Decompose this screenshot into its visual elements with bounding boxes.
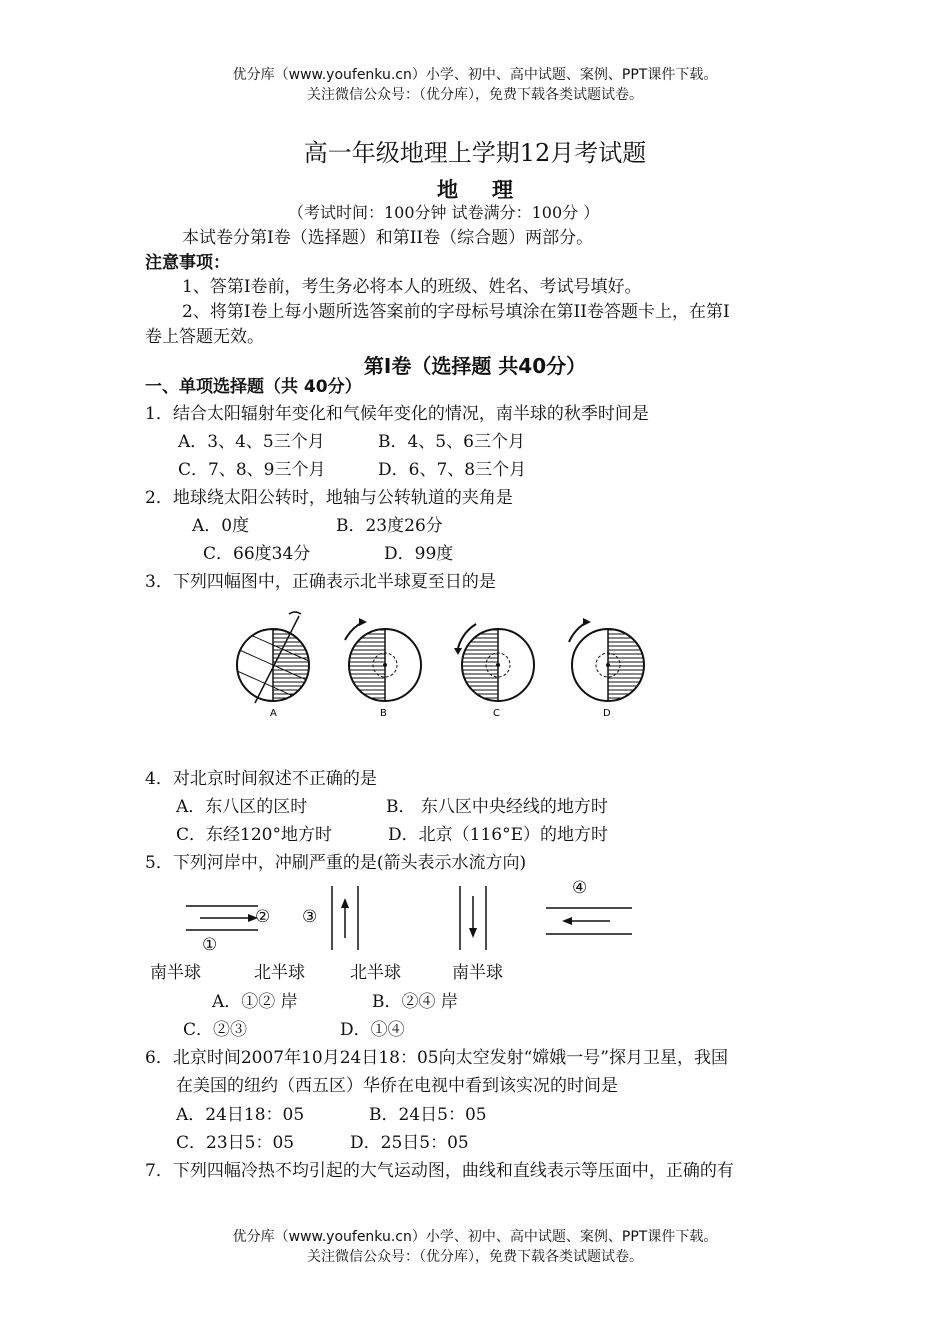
q1-stem: 1．结合太阳辐射年变化和气候年变化的情况，南半球的秋季时间是 — [145, 404, 649, 424]
q5-mark-2: ② — [255, 907, 271, 927]
q5-stem: 5．下列河岸中，冲刷严重的是(箭头表示水流方向) — [145, 853, 527, 873]
q6-option-a: A．24日18：05 — [176, 1105, 305, 1125]
q6-option-d: D．25日5：05 — [350, 1133, 469, 1153]
q6-option-c: C．23日5：05 — [176, 1133, 295, 1153]
q5-hemi-4: 南半球 — [452, 963, 503, 983]
q5-option-c: C．②③ — [183, 1020, 248, 1040]
q3-globe-a — [235, 612, 311, 704]
q3-label-c: C — [493, 708, 500, 719]
q4-option-c: C．东经120°地方时 — [176, 825, 332, 845]
q6-stem-2: 在美国的纽约（西五区）华侨在电视中看到该实况的时间是 — [176, 1076, 618, 1096]
q5-mark-3: ③ — [302, 907, 318, 927]
exam-title: 高一年级地理上学期12月考试题 — [303, 139, 647, 167]
q3-label-d: D — [603, 708, 611, 719]
q1-option-d: D．6、7、8三个月 — [378, 460, 527, 480]
q7-stem: 7．下列四幅冷热不均引起的大气运动图，曲线和直线表示等压面中，正确的有 — [145, 1161, 734, 1181]
exam-subject: 地理 — [437, 177, 547, 202]
q3-stem: 3．下列四幅图中，正确表示北半球夏至日的是 — [145, 572, 496, 592]
footer-line-1: 优分库（www.youfenku.cn）小学、初中、高中试题、案例、PPT课件下载。 — [232, 1229, 718, 1245]
q3-label-b: B — [380, 708, 387, 719]
footer-line-2: 关注微信公众号：（优分库），免费下载各类试题试卷。 — [307, 1249, 643, 1265]
q5-river-2 — [460, 886, 486, 950]
q2-stem: 2．地球绕太阳公转时，地轴与公转轨道的夹角是 — [145, 488, 513, 508]
part-title: 一、单项选择题（共 40分） — [145, 377, 362, 397]
q1-option-c: C．7、8、9三个月 — [178, 460, 326, 480]
notice-2a: 2、将第I卷上每小题所选答案前的字母标号填涂在第II卷答题卡上，在第I — [182, 302, 730, 322]
header-line-1: 优分库（www.youfenku.cn）小学、初中、高中试题、案例、PPT课件下载。 — [232, 67, 718, 83]
notice-2b: 卷上答题无效。 — [145, 327, 264, 347]
q3-label-a: A — [270, 708, 277, 719]
q5-mark-4: ④ — [572, 878, 588, 898]
header-line-2: 关注微信公众号：（优分库），免费下载各类试题试卷。 — [307, 87, 643, 103]
q5-hemi-2: 北半球 — [254, 963, 305, 983]
q5-option-a: A．①② 岸 — [212, 992, 298, 1012]
q3-globe-d — [569, 618, 644, 701]
q2-option-c: C．66度34分 — [203, 544, 311, 564]
q5-river-3 — [332, 886, 358, 950]
q5-river-4 — [546, 908, 632, 934]
q5-river-1 — [186, 906, 258, 930]
section-title: 第I卷（选择题 共40分） — [363, 354, 587, 378]
q2-option-b: B．23度26分 — [336, 516, 443, 536]
q5-mark-1: ① — [202, 935, 218, 955]
q3-globe-b — [345, 618, 421, 701]
q5-figure — [180, 878, 640, 958]
exam-time-info: （考试时间：100分钟 试卷满分：100分 ） — [288, 203, 600, 222]
q4-option-d: D．北京（116°E）的地方时 — [388, 825, 608, 845]
q2-option-a: A．0度 — [192, 516, 250, 536]
q5-hemi-1: 南半球 — [150, 963, 201, 983]
q5-option-b: B．②④ 岸 — [372, 992, 458, 1012]
q6-option-b: B．24日5：05 — [369, 1105, 487, 1125]
q4-option-a: A．东八区的区时 — [176, 797, 308, 817]
q1-option-b: B．4、5、6三个月 — [378, 432, 525, 452]
q1-option-a: A．3、4、5三个月 — [178, 432, 325, 452]
q6-stem-1: 6．北京时间2007年10月24日18：05向太空发射“嫦娥一号”探月卫星，我国 — [145, 1048, 728, 1068]
notice-1: 1、答第I卷前，考生务必将本人的班级、姓名、考试号填好。 — [182, 277, 642, 297]
q5-hemi-3: 北半球 — [350, 963, 401, 983]
q4-stem: 4．对北京时间叙述不正确的是 — [145, 769, 377, 789]
notice-title: 注意事项： — [145, 253, 230, 273]
q2-option-d: D．99度 — [384, 544, 454, 564]
exam-intro: 本试卷分第I卷（选择题）和第II卷（综合题）两部分。 — [182, 228, 594, 248]
q3-globe-c — [454, 624, 534, 701]
q4-option-b: B． 东八区中央经线的地方时 — [386, 797, 608, 817]
q5-option-d: D．①④ — [340, 1020, 405, 1040]
q3-figure — [225, 608, 665, 728]
